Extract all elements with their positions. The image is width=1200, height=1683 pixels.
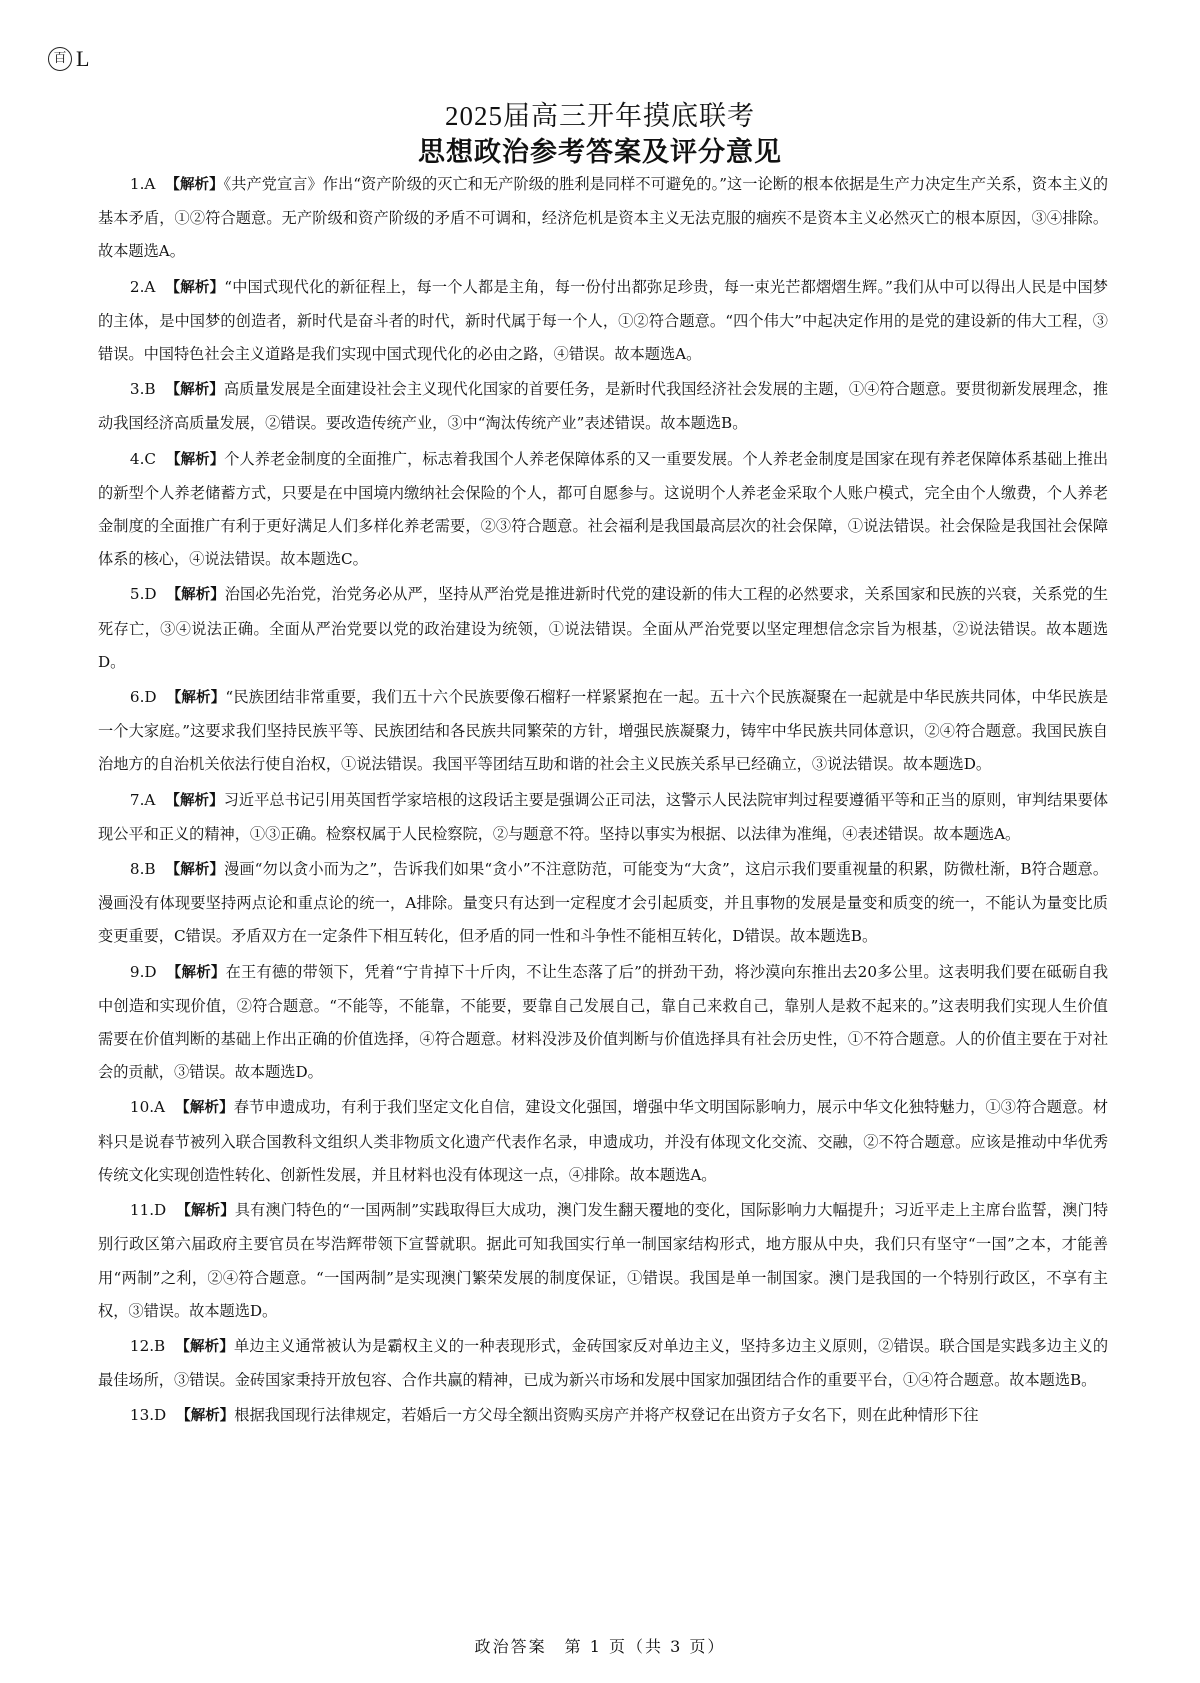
- answer-number: 10.A: [129, 1098, 166, 1117]
- answer-number: 9.D: [129, 962, 157, 981]
- analysis-tag: 【解析】: [175, 1100, 234, 1117]
- answer-item: [98, 853, 1108, 954]
- corner-mark: [48, 46, 89, 72]
- analysis-tag: 【解析】: [166, 690, 226, 707]
- answer-text: 《共产党宣言》作出“资产阶级的灭亡和无产阶级的胜利是同样不可避免的。”这一论断的根本依据是生产力决定生产关系，资本主义的基本矛盾，①②符合题意。无产阶级和资产阶级的矛盾不可调和，经济危机是资本主义无法克服的痼疾不是资本主义必然灭亡的根本原因，③④排除。故本题选A。: [98, 175, 1108, 261]
- answer-item: [98, 681, 1108, 782]
- circled-mark-icon: 百: [48, 47, 72, 71]
- answer-item: [98, 1399, 1108, 1433]
- answer-text: 高质量发展是全面建设社会主义现代化国家的首要任务，是新时代我国经济社会发展的主题，①④符合题意。要贯彻新发展理念，推动我国经济高质量发展，②错误。要改造传统产业，③中“淘汰传统产业”表述错误。故本题选B。: [98, 380, 1109, 433]
- answer-number: 12.B: [129, 1336, 166, 1355]
- answer-list: [98, 168, 1108, 1436]
- answer-number: 11.D: [129, 1201, 167, 1220]
- analysis-tag: 【解析】: [165, 279, 225, 296]
- analysis-tag: 【解析】: [165, 862, 225, 879]
- analysis-tag: 【解析】: [166, 964, 226, 981]
- answer-text: 在王有德的带领下，凭着“宁肯掉下十斤肉，不让生态落了后”的拼劲干劲，将沙漠向东推出去20多公里。这表明我们要在砥砺自我中创造和实现价值，②符合题意。“不能等，不能靠，不能要，要靠自己发展自己，靠自己来救自己，靠别人是救不起来的。”这表明我们实现人生价值需要在价值判断的基础上作出正确的价值选择，④符合题意。材料没涉及价值判断与价值选择具有社会历史性，①不符合题意。人的价值主要在于对社会的贡献，③错误。故本题选D。: [98, 962, 1109, 1082]
- answer-text: 单边主义通常被认为是霸权主义的一种表现形式，金砖国家反对单边主义，坚持多边主义原则，②错误。联合国是实践多边主义的最佳场所，③错误。金砖国家秉持开放包容、合作共赢的精神，已成为新兴市场和发展中国家加强团结合作的重要平台，①④符合题意。故本题选B。: [98, 1336, 1109, 1390]
- answer-text: 漫画“勿以贪小而为之”，告诉我们如果“贪小”不注意防范，可能变为“大贪”，这启示我们要重视量的积累，防微杜渐，B符合题意。漫画没有体现要坚持两点论和重点论的统一，A排除。量变只有达到一定程度才会引起质变，并且事物的发展是量变和质变的统一，不能认为量变比质变更重要，C错误。矛盾双方在一定条件下相互转化，但矛盾的同一性和斗争性不能相互转化，D错误。故本题选B。: [98, 860, 1109, 946]
- answer-number: 8.B: [129, 860, 156, 879]
- corner-letter: L: [76, 46, 90, 71]
- answer-number: 5.D: [129, 585, 157, 604]
- analysis-tag: 【解析】: [176, 1203, 235, 1220]
- answer-item: [98, 1330, 1108, 1397]
- answer-text: 具有澳门特色的“一国两制”实践取得巨大成功，澳门发生翻天覆地的变化，国际影响力大幅提升；习近平走上主席台监誓，澳门特别行政区第六届政府主要官员在岑浩辉带领下宣誓就职。据此可知我国实行单一制国家结构形式，地方服从中央，我们只有坚守“一国”之本，才能善用“两制”之利，②④符合题意。“一国两制”是实现澳门繁荣发展的制度保证，①错误。我国是单一制国家。澳门是我国的一个特别行政区，不享有主权，③错误。故本题选D。: [98, 1201, 1108, 1320]
- analysis-tag: 【解析】: [165, 382, 224, 399]
- answer-text: 春节申遗成功，有利于我们坚定文化自信，建设文化强国，增强中华文明国际影响力，展示中华文化独特魅力，①③符合题意。材料只是说春节被列入联合国教科文组织人类非物质文化遗产代表作名录，申遗成功，并没有体现文化交流、交融，②不符合题意。应该是推动中华优秀传统文化实现创造性转化、创新性发展，并且材料也没有体现这一点，④排除。故本题选A。: [98, 1098, 1109, 1184]
- answer-item: [98, 168, 1108, 269]
- answer-number: 3.B: [129, 380, 156, 399]
- answer-item: [98, 956, 1108, 1090]
- answer-text: 个人养老金制度的全面推广，标志着我国个人养老保障体系的又一重要发展。个人养老金制度是国家在现有养老保障体系基础上推出的新型个人养老储蓄方式，只要是在中国境内缴纳社会保险的个人，都可自愿参与。这说明个人养老金采取个人账户模式，完全由个人缴费，个人养老金制度的全面推广有利于更好满足人们多样化养老需要，②③符合题意。社会福利是我国最高层次的社会保障，①说法错误。社会保险是我国社会保障体系的核心，④说法错误。故本题选C。: [98, 449, 1109, 569]
- answer-item: [98, 271, 1108, 372]
- answer-number: 4.C: [129, 449, 157, 468]
- answer-text: 根据我国现行法律规定，若婚后一方父母全额出资购买房产并将产权登记在出资方子女名下，则在此种情形下往: [234, 1406, 979, 1425]
- page-title: 2025届高三开年摸底联考: [445, 101, 755, 131]
- analysis-tag: 【解析】: [165, 177, 224, 193]
- analysis-tag: 【解析】: [176, 1408, 235, 1425]
- answer-number: 6.D: [129, 688, 157, 707]
- answer-text: 习近平总书记引用英国哲学家培根的这段话主要是强调公正司法，这警示人民法院审判过程要遵循平等和正当的原则，审判结果要体现公平和正义的精神，①③正确。检察权属于人民检察院，②与题意不符。坚持以事实为根据、以法律为准绳，④表述错误。故本题选A。: [98, 790, 1109, 843]
- analysis-tag: 【解析】: [166, 587, 225, 604]
- answer-item: [98, 443, 1108, 577]
- answer-number: 7.A: [129, 790, 156, 809]
- analysis-tag: 【解析】: [175, 1338, 234, 1355]
- title-block: [0, 98, 1200, 172]
- analysis-tag: 【解析】: [165, 792, 224, 809]
- page-subtitle: 思想政治参考答案及评分意见: [418, 137, 782, 168]
- answer-item: [98, 784, 1108, 851]
- answer-item: [98, 1194, 1108, 1328]
- answer-text: 治国必先治党，治党务必从严，坚持从严治党是推进新时代党的建设新的伟大工程的必然要求，关系国家和民族的兴衰，关系党的生死存亡，③④说法正确。全面从严治党要以党的政治建设为统领，①说法错误。全面从严治党要以坚定理想信念宗旨为根基，②说法错误。故本题选D。: [98, 585, 1109, 671]
- answer-item: [98, 1091, 1108, 1192]
- answer-text: “中国式现代化的新征程上，每一个人都是主角，每一份付出都弥足珍贵，每一束光芒都熠熠生辉。”我们从中可以得出人民是中国梦的主体，是中国梦的创造者，新时代是奋斗者的时代，新时代属于每一个人，①②符合题意。“四个伟大”中起决定作用的是党的建设新的伟大工程，③错误。中国特色社会主义道路是我们实现中国式现代化的必由之路，④错误。故本题选A。: [98, 277, 1108, 364]
- answer-item: [98, 373, 1108, 440]
- analysis-tag: 【解析】: [166, 451, 225, 468]
- answer-item: [98, 578, 1108, 679]
- answer-number: 13.D: [129, 1406, 167, 1425]
- answer-number: 1.A: [129, 175, 156, 193]
- answer-text: “民族团结非常重要，我们五十六个民族要像石榴籽一样紧紧抱在一起。五十六个民族凝聚在一起就是中华民族共同体，中华民族是一个大家庭。”这要求我们坚持民族平等、民族团结和各民族共同繁荣的方针，增强民族凝聚力，铸牢中华民族共同体意识，②④符合题意。我国民族自治地方的自治机关依法行使自治权，①说法错误。我国平等团结互助和谐的社会主义民族关系早已经确立，③说法错误。故本题选D。: [98, 688, 1109, 774]
- answer-number: 2.A: [129, 277, 156, 296]
- page-footer: 政治答案 第 1 页（共 3 页）: [474, 1637, 726, 1656]
